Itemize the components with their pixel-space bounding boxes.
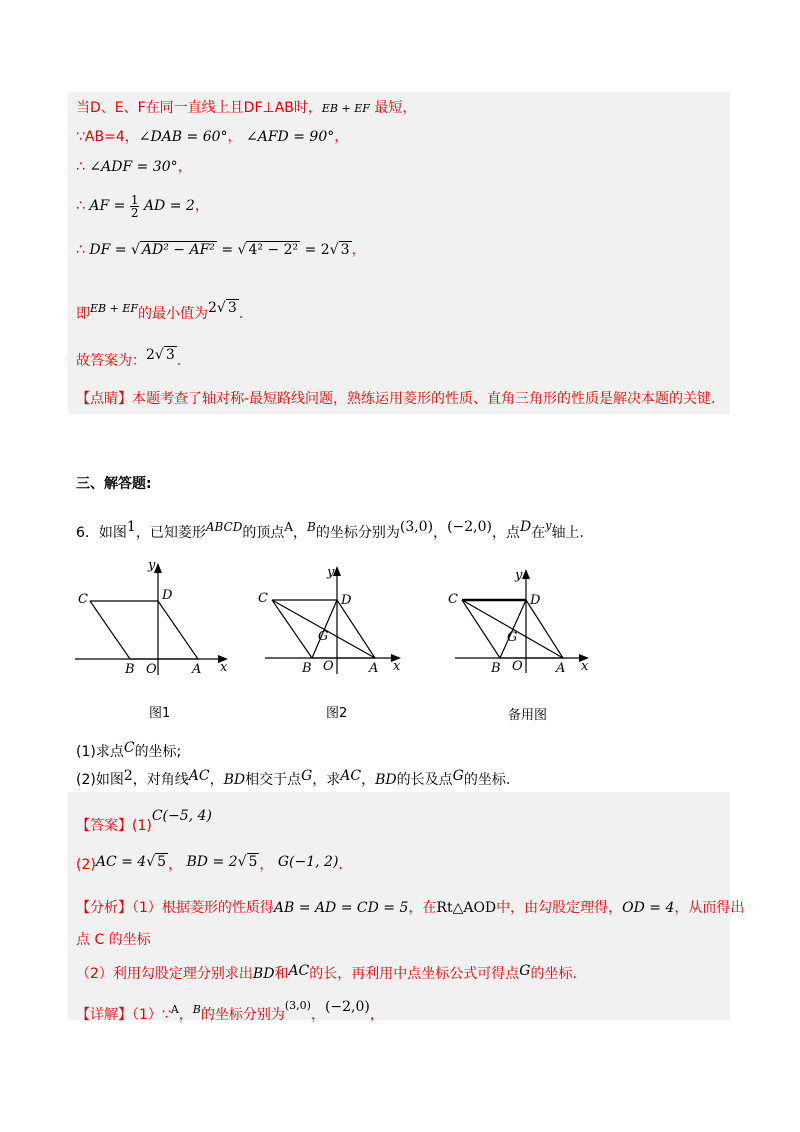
fig1-label-c: C [78,592,88,607]
sqrt-3-b: √ 3 [216,300,237,316]
dianjing-text: 本题考查了轴对称-最短路线问题，熟练运用菱形的性质、直角三角形的性质是解决本题的关键. [132,391,716,407]
part1-c: C [123,740,135,756]
point-b: B [307,520,316,534]
line2-angle2: ∠AFD = 90° [246,129,335,145]
rhombus-name: ABCD [205,520,243,534]
line3-expr: ∠ADF = 30° [89,159,178,175]
fig2-label-d: D [341,593,352,608]
part-1 [76,738,181,762]
fig2-label-b: B [302,661,312,676]
analysis-l3-bd: BD [252,966,275,982]
part2-f: 的长及点 [396,772,453,788]
fig3-label-a: A [556,661,566,676]
line4-af: AF = [89,198,126,214]
detail-tag: 【详解】 [76,1007,132,1023]
part2-bd: BD [223,772,246,788]
coord-a: (3,0) [399,519,434,535]
figure-2-caption: 图2 [326,706,348,721]
fig3-label-y: y [515,568,523,583]
detail-a: （1）∵ [132,1007,171,1023]
line6-pre: 即 [76,306,90,322]
detail-b: ， [178,1007,193,1023]
line3-lead: ∴ [76,159,85,175]
point-d: D [519,519,532,535]
fig3-label-d: D [530,593,541,608]
sqrt-4-2-radicand: 4² − 2² [248,242,299,258]
coord-b: (−2,0) [447,519,492,535]
answer-bd: BD = 2 [186,854,238,870]
sqrt-5-a: √ 5 [146,854,167,870]
fig2-label-g: G [318,629,329,644]
answer-line-1 [76,806,212,836]
detail-coord-b: (−2,0) [324,999,370,1015]
fig1-label-b: B [125,662,135,677]
sqrt-5-b-radicand: 5 [248,854,258,870]
question-text-c: 的坐标分别为 [315,525,400,541]
part2-bd2: BD [375,772,397,788]
analysis-l1-c: 中，由勾股定理得， [496,900,623,916]
line5-lead: ∴ [76,242,85,258]
analysis-l1-a: （1）根据菱形的性质得 [132,900,274,916]
line4-rest: AD = 2 [143,198,195,214]
solution-line-5: ∴ DF = √ AD² − AF² = √ 4² − 2² = 2√ 3 ， [76,242,366,258]
sqrt-3-a-radicand: 3 [340,242,350,258]
solution-line-2: ∵AB=4，∠DAB = 60°， ∠AFD = 90°， [76,129,349,145]
fig2-label-o: O [323,659,334,674]
analysis-l2: 点 C 的坐标 [76,932,151,948]
part2-pre: (2)如图 [76,772,124,788]
analysis-line-1 [76,898,744,918]
line4-lead: ∴ [76,198,85,214]
point-a: A [284,520,294,534]
solution-line-7: 故答案为：2√ 3 . [76,347,182,369]
analysis-l1-b: ，在 [408,900,437,916]
line1-expr: EB + EF [321,102,370,115]
answer-p2: (2) [76,857,96,873]
answer-line-2: (2)AC = 4√ 5 ， BD = 2√ 5 ， G(−1, 2). [76,854,343,873]
line5-eq: = [221,242,234,258]
line2-lead: ∵AB=4， [76,129,139,145]
line6-expr: EB + EF [90,302,138,315]
detail-coord-a: (3,0) [284,999,311,1012]
figure-reserve-caption: 备用图 [508,708,548,723]
line1-end: 最短， [374,100,417,116]
part2-ac: AC [188,768,210,784]
solution-line-6: 即$^{EB + EF}$的最小值为2√ 3 . [76,300,244,322]
fig1-label-d: D [162,588,173,603]
sqrt-5-b: √ 5 [237,854,258,870]
fig3-label-b: B [491,661,501,676]
sqrt-4-2: √ 4² − 2² [237,242,299,258]
part2-g: G [301,768,313,784]
fig1-label-o: O [146,662,157,677]
question-6: 6．如图1，已知菱形ABCD的顶点A，B的坐标分别为(3,0)，(−2,0)，点D在$^y$轴上. [76,519,584,541]
fig1-label-a: A [192,662,202,677]
analysis-l3-d: 的坐标. [530,966,577,982]
line7-pre: 故答案为： [76,353,146,369]
detail-c: 的坐标分别为 [200,1007,285,1023]
fig3-label-c: C [448,592,458,607]
question-number: 6．如图 [76,525,127,541]
fig1-label-y: y [148,558,156,573]
detail-pa: A [170,1003,179,1016]
detail-e: ， [369,1007,384,1023]
figure-reserve [445,565,615,690]
sqrt-3-a: √ 3 [329,242,350,258]
fig2-label-a: A [369,661,379,676]
part1-pre: (1)求点 [76,744,124,760]
fig2-label-c: C [258,591,268,606]
line5-result: = 2 [304,242,330,258]
sqrt-ad-af-radicand: AD² − AF² [141,242,215,258]
answer-tag: 【答案】 [76,818,132,834]
answer-p1: (1) [132,818,152,834]
answer-c-coord: C(−5, 4) [151,808,212,824]
analysis-l3-b: 和 [274,966,289,982]
fig3-label-x: x [581,659,589,674]
line1-text: 当D、E、F在同一直线上且DF⊥AB时， [76,100,322,116]
part2-e: ， [361,772,376,788]
analysis-tag: 【分析】 [76,900,132,916]
part2-h: 的坐标. [463,772,511,788]
line2-angle1: ∠DAB = 60° [138,129,228,145]
sqrt-3-b-radicand: 3 [227,300,237,316]
part-2 [76,766,510,790]
line6-val: 2 [208,300,217,316]
detail-pb: B [192,1003,201,1016]
line7-val: 2 [146,347,155,363]
solution-line-1 [76,98,416,119]
analysis-l3-a: （2）利用勾股定理分别求出 [76,966,253,982]
figure-1-caption: 图1 [149,706,171,721]
analysis-l3-c: 的长，再利用中点坐标公式可得点 [309,966,520,982]
analysis-l1-od: OD = 4 [622,900,675,916]
question-text-d: ，点 [491,525,520,541]
analysis-line-2 [76,930,151,950]
analysis-l3-g: G [519,963,531,979]
line6-mid: 的最小值为 [138,306,208,322]
fraction-denominator: 2 [130,205,139,220]
part2-b: ， [209,772,224,788]
detail-line [76,996,384,1025]
question-text-a: ，已知菱形 [135,525,206,541]
dianjing-line [76,389,716,409]
line5-df: DF = [89,242,127,258]
dianjing-tag: 【点睛】 [76,391,132,407]
sqrt-3-c: √ 3 [154,347,175,363]
sqrt-3-c-radicand: 3 [165,347,175,363]
fig1-label-x: x [220,660,228,675]
analysis-l1-eq: AB = AD = CD = 5 [273,900,409,916]
analysis-l1-d: ，从而得出 [674,900,745,916]
answer-ac: AC = 4 [95,854,147,870]
fig-ref: 1 [126,519,136,535]
part2-a: ，对角线 [132,772,189,788]
axis-y: y [545,519,552,532]
figure-2 [255,562,425,687]
fig3-label-o: O [512,659,523,674]
question-text-b: 的顶点 [242,525,285,541]
fraction-numerator: 1 [130,192,139,207]
question-comma: ， [293,525,308,541]
solution-line-4: ∴ AF = $\frac{1}{2}$ AD = 2， [76,192,209,220]
analysis-l3-ac: AC [288,963,310,979]
fig2-label-y: y [327,565,335,580]
fig2-label-x: x [393,659,401,674]
part1-post: 的坐标; [134,744,182,760]
sqrt-ad-af: √ AD² − AF² [130,242,215,258]
answer-g-coord: G(−1, 2) [277,854,339,870]
analysis-l1-tri: Rt△AOD [436,900,497,916]
sqrt-5-a-radicand: 5 [157,854,167,870]
part2-c: 相交于点 [245,772,302,788]
detail-d: ， [310,1007,325,1023]
question-text-e: 在 [531,525,546,541]
part2-ac2: AC [340,768,362,784]
question-text-f: 轴上. [551,525,584,541]
figure-1 [70,555,240,685]
solution-line-3: ∴ ∠ADF = 30°， [76,159,192,175]
analysis-line-3 [76,961,577,984]
fraction-half [130,194,140,219]
part2-d: ，求 [312,772,341,788]
fig3-label-g: G [507,630,518,645]
part2-num: 2 [123,768,133,784]
part2-g2: G [452,768,464,784]
section-heading: 三、解答题: [76,476,152,492]
